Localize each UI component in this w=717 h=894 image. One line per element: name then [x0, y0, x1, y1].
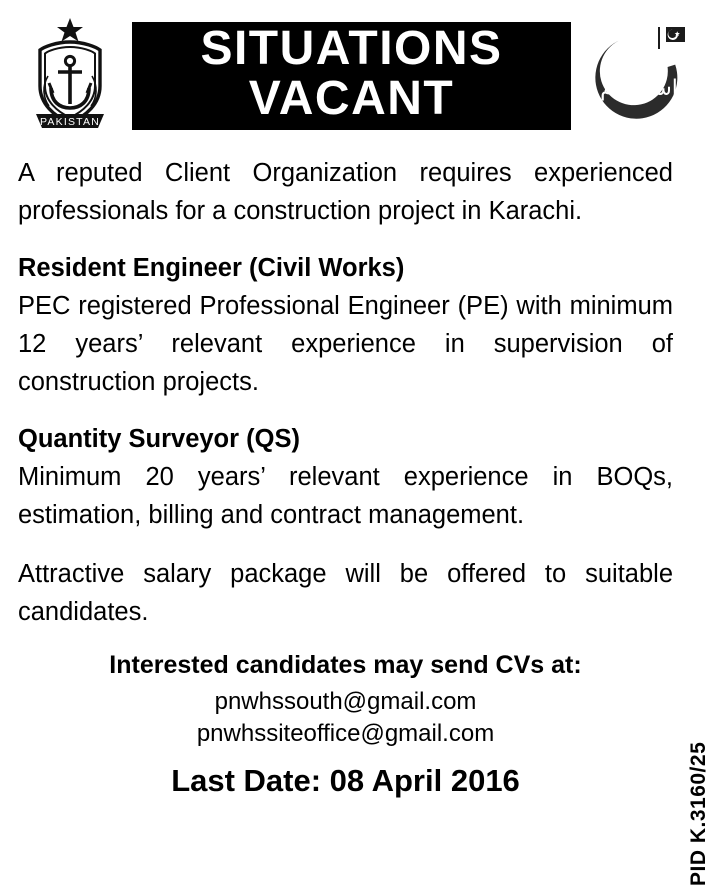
- job-title: Resident Engineer (Civil Works): [18, 253, 405, 282]
- intro-paragraph: A reputed Client Organization requires experienced professionals for a construction project in Karachi.: [18, 159, 673, 226]
- ad-body: [18, 154, 673, 631]
- email-address-secondary[interactable]: pnwhssiteoffice@gmail.com: [196, 720, 495, 748]
- pakistan-navy-crest-icon: [18, 16, 122, 136]
- crest-caption: PAKISTAN: [40, 116, 100, 128]
- job-listing-quantity-surveyor: [18, 422, 673, 535]
- logo-urdu-line-2: استحکام: [600, 76, 678, 101]
- last-date: Last Date: 08 April 2016: [171, 762, 520, 798]
- logo-urdu-line-1: عزم: [624, 50, 658, 72]
- ad-header: [18, 14, 699, 138]
- ad-title-band: [132, 22, 571, 130]
- ad-content: [18, 154, 699, 799]
- ad-footer: [18, 651, 673, 799]
- cv-submission-instruction: Interested candidates may send CVs at:: [109, 651, 582, 680]
- pid-reference: PID K.3160/25: [687, 741, 710, 886]
- email-address-primary[interactable]: pnwhssouth@gmail.com: [214, 688, 477, 716]
- job-title: Quantity Surveyor (QS): [18, 424, 300, 453]
- salary-note: Attractive salary package will be offered to suitable candidates.: [18, 559, 673, 626]
- job-description: PEC registered Professional Engineer (PE) with minimum 12 years’ relevant experience in supervision of construction projects.: [18, 291, 673, 397]
- ad-title-line-2: VACANT: [248, 72, 455, 125]
- azm-e-istehkam-logo-icon: [581, 17, 699, 135]
- job-listing-resident-engineer: [18, 251, 673, 402]
- ad-title-line-1: SITUATIONS: [200, 22, 503, 76]
- job-description: Minimum 20 years’ relevant experience in BOQs, estimation, billing and contract management.: [18, 463, 673, 530]
